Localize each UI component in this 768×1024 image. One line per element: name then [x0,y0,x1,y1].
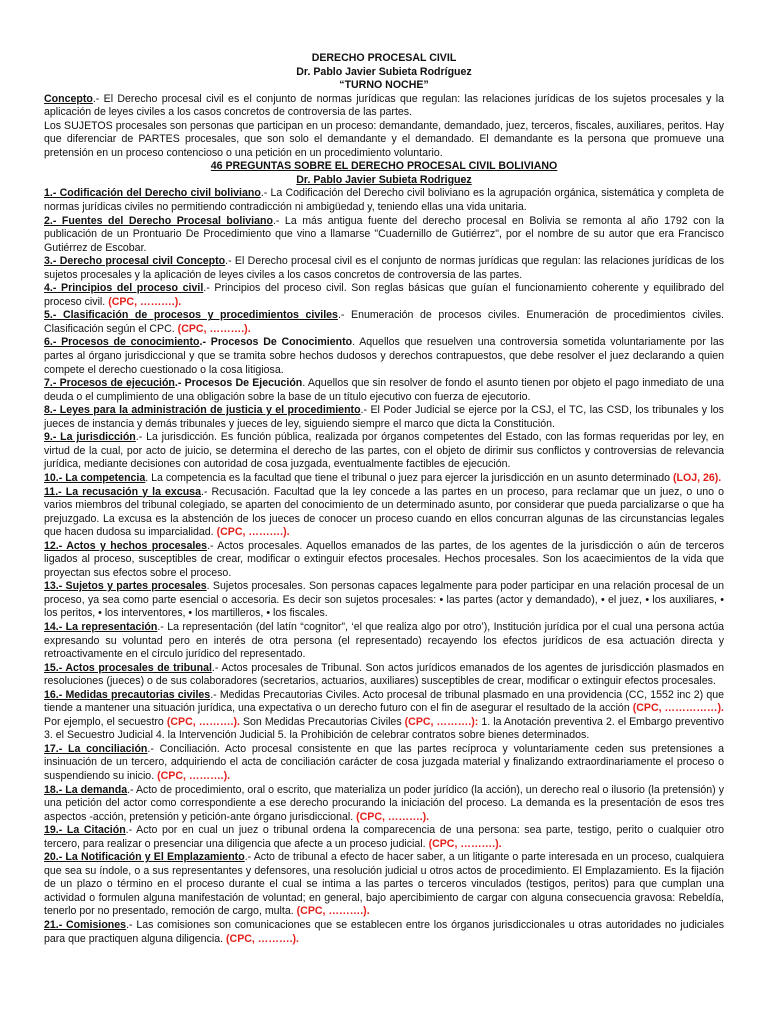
question-item [44,919,724,946]
code-reference: (CPC, ……….): [404,715,479,728]
question-term: 9.- La jurisdicción [44,431,136,444]
document-author: Dr. Pablo Javier Subieta Rodríguez [296,65,472,78]
concept-text: .- El Derecho procesal civil es el conjunto de normas jurídicas que regulan: las relaciones jurídicas de los sujetos procesales y la aplicación de leyes civiles a los casos concretos de controversia de las partes. [44,92,724,119]
concept-paragraph [44,93,724,120]
question-term: 11.- La recusación y la excusa [44,485,201,498]
question-term: 6.- Procesos de conocimiento [44,336,200,349]
code-reference: (CPC, ……….). [157,769,231,782]
question-text: .- La jurisdicción. Es función pública, realizada por órganos competentes del Estado, con las formas requeridas por ley, en virtud de la cual, por acto de juicio, se determina el derecho de las partes, con el objeto de dirimir sus conflictos y controversias de relevancia jurídica, mediante decisiones con autoridad de cosa juzgada, eventualmente factibles de ejecución. [44,431,725,471]
question-text: .- La más antigua fuente del derecho procesal en Bolivia se remonta al año 1792 con la publicación de un Prontuario De Procedimiento que vino a llamarse "Cuadernillo de Gutiérrez", por el nombre de su autor que era Francisco Gutiérrez de Escobar. [44,214,725,254]
question-item [44,621,724,662]
code-reference: (CPC, ……….). [296,905,370,918]
question-item [44,486,724,540]
question-term: 17.- La conciliación [44,742,148,755]
question-item [44,309,724,336]
question-text: .- Medidas Precautorias Civiles. Acto procesal de tribunal plasmado en una providencia (CC, 1552 inc 2) que tiende a mantener una situación jurídica, una expectativa o un derecho futuro con el fin de asegurar el resultado de la acción [44,688,724,715]
subjects-paragraph: Los SUJETOS procesales son personas que participan en un proceso: demandante, demandado, juez, terceros, fiscales, auxiliares, peritos. Hay que diferenciar de PARTES procesales, que son solo el demandante y el demandado. El demandante es la persona que promueve una pretensión en un proceso contencioso o una petición en un procedimiento voluntario. [44,119,724,159]
question-item [44,472,724,486]
question-item [44,404,724,431]
section-title: 46 PREGUNTAS SOBRE EL DERECHO PROCESAL CIVIL BOLIVIANO [210,160,558,173]
question-item [44,336,724,377]
question-text: . Aquellos que sin resolver de fondo el asunto tienen por objeto el pago inmediato de una deuda o el cumplimiento de una obligación sobre la base de un título ejecutivo con fuerza de ejecutorio. [44,377,725,403]
question-term: 19.- La Citación [44,824,126,837]
question-term: 20.- La Notificación y El Emplazamiento [44,851,245,864]
question-term: 21.- Comisiones [44,919,127,931]
question-text: 1. la Anotación preventiva 2. el Embargo preventivo 3. el Secuestro Judicial 4. la Intervención Judicial 5. la Prohibición de celebrar contratos sobre bienes determinados. [44,715,725,742]
question-term: 8.- Leyes para la administración de justicia y el procedimiento [44,404,361,417]
question-item [44,662,724,689]
code-reference: (CPC, ……………). [632,702,724,715]
question-item [44,689,724,743]
code-reference: (CPC, ……….). [166,715,240,728]
question-item [44,580,724,621]
document-shift: “TURNO NOCHE” [339,79,429,92]
question-item [44,282,724,309]
question-bold-term: .- Procesos De Conocimiento [199,336,353,349]
question-item [44,215,724,256]
question-term: 4.- Principios del proceso civil [44,282,204,295]
question-term: 13.- Sujetos y partes procesales [44,580,207,593]
question-term: 14.- La representación [44,620,158,633]
question-text: Son Medidas Precautorias Civiles [239,715,405,728]
question-item [44,187,724,214]
question-term: 7.- Procesos de ejecución [44,377,175,390]
question-item [44,784,724,825]
question-item [44,824,724,851]
question-text: .- Conciliación. Acto procesal consistente en que las partes recíproca y voluntariamente ceden sus pretensiones a insinuación de un tercero, adquiriendo el acta de conciliación carácter de cosa juzgada material y finalizando extraordinariamente el proceso o suspendiendo su inicio. [44,742,725,782]
document-title: DERECHO PROCESAL CIVIL [311,52,457,64]
question-text: .- La representación (del latín “cognitor”, ‘el que realiza algo por otro’), Institución jurídica por el cual una persona actúa expresando su voluntad pero en interés de otra persona (el representado) recayendo los efectos jurídicos de esa actuación directa y retroactivamente en el círculo jurídico del representado. [44,620,724,661]
code-reference: (CPC, ……….). [356,810,430,823]
question-text: . Sujetos procesales. Son personas capaces legalmente para poder participar en una relación procesal de un proceso, ya sea como parte esencial o accesoria. Es decir son sujetos procesales: • las partes (actor y demandado), • el juez, • los auxiliares, • los peritos, • los interventores, • los martilleros, • los fiscales. [44,580,724,620]
question-term: 3.- Derecho procesal civil Concepto [44,255,226,268]
question-term: 15.- Actos procesales de tribunal [44,661,212,674]
question-text: . Aquellos que resuelven una controversia sometida voluntariamente por las partes al órgano jurisdiccional y que se tramita sobre hechos dudosos y derechos contrapuestos, que debe resolver el juez declarando a quien compete el derecho cuestionado o la cosa litigiosa. [44,336,725,376]
question-text: .- Principios del proceso civil. Son reglas básicas que guían el funcionamiento coherente y equilibrado del proceso civil. [44,282,724,308]
question-item [44,255,724,282]
question-text: .- Acto por en cual un juez o tribunal ordena la comparecencia de una persona: sea parte, testigo, perito o cualquier otro tercero, para realizar o presenciar una diligencia que afecte a un proceso judicial. [44,824,725,850]
question-item [44,851,724,919]
question-text: .- Acto de tribunal a efecto de hacer saber, a un litigante o parte interesada en un proceso, cualquiera que sea su índole, o a sus representantes y defensores, una resolución judicial u otros actos de procedimiento. El Emplazamiento. Es la fijación de un plazo o término en el proceso durante el cual se intima a las partes o terceros vinculados (testigos, peritos) para que cumplan una actividad o formulen alguna manifestación de voluntad; en general, bajo apercibimiento de cargar con alguna consecuencia gravosa: Rebeldía, tenerlo por no presentado, remoción de cargo, multa. [44,851,724,918]
question-item [44,540,724,581]
question-text: .- Acto de procedimiento, oral o escrito, que materializa un poder jurídico (la acción), un derecho real o ilusorio (la pretensión) y una petición del actor como correspondiente a ese derecho procurando la iniciación del proceso. La demanda es la presentación de esos tres aspectos -acción, pretensión y petición-ante órgano jurisdiccional. [44,783,724,823]
question-term: 18.- La demanda [44,783,128,796]
code-reference: (CPC, ……….). [428,837,502,850]
code-reference: (CPC, ……….). [108,295,182,308]
question-term: 16.- Medidas precautorias civiles [44,688,211,701]
question-text: .- Enumeración de procesos civiles. Enumeración de procedimientos civiles. Clasificación según el CPC. [44,309,724,335]
question-term: 10.- La competencia [44,471,146,484]
question-term: 12.- Actos y hechos procesales [44,539,208,552]
question-item [44,743,724,784]
code-reference: (CPC, ……….). [177,322,251,335]
question-text: .- El Derecho procesal civil es el conjunto de normas jurídicas que regulan: las relaciones jurídicas de los sujetos procesales y la aplicación de leyes civiles a los casos concretos de controversia de las partes. [44,255,724,281]
question-text: Por ejemplo, el secuestro [44,715,167,728]
question-text: .- Las comisiones son comunicaciones que se establecen entre los órganos jurisdiccionales u otras autoridades no judiciales para que practiquen alguna diligencia. [44,919,724,945]
question-item [44,431,724,472]
question-text: .- Actos procesales de Tribunal. Son actos jurídicos emanados de los agentes de jurisdicción plasmados en resoluciones (jueces) o de sus colaboradores (secretarios, actuarios, auxiliares) susceptibles de crear, modificar o extinguir efectos procesales. [44,661,724,688]
question-term: 5.- Clasificación de procesos y procedimientos civiles [44,309,338,322]
code-reference: (LOJ, 26). [672,471,722,484]
question-term: 1.- Codificación del Derecho civil boliviano [44,187,261,200]
question-text: .- La Codificación del Derecho civil boliviano es la agrupación orgánica, sistemática y completa de normas jurídicas civiles no permitiendo contradicción ni ambigüedad y, teniendo ellas una vida unitaria. [44,187,724,214]
question-item [44,377,724,404]
question-text: .- Actos procesales. Aquellos emanados de las partes, de los agentes de la jurisdicción o aún de terceros ligados al proceso, susceptibles de crear, modificar o extinguir efectos procesales. Hechos procesales. Son los acaecimientos de la vida que proyectan sus efectos sobre el proceso. [44,539,724,579]
question-text: .- Recusación. Facultad que la ley concede a las partes en un proceso, para reclamar que un juez, o uno o varios miembros del tribunal colegiado, se aparten del conocimiento de un determinado asunto, por considerar que pueda parcializarse o que ha prejuzgado. La excusa es la abstención de los jueces de conocer un proceso cuando en ellos concurran algunas de las circunstancias legales que hacen dudosa su imparcialidad. [44,485,725,539]
code-reference: (CPC, ……….). [216,526,290,539]
question-text: .- El Poder Judicial se ejerce por la CSJ, el TC, las CSD, los tribunales y los jueces de instancia y demás tribunales y jueces de ley, siguiendo siempre el marco que dicta la Constitución. [44,404,724,430]
question-bold-term: .- Procesos De Ejecución [174,377,303,390]
code-reference: (CPC, ……….). [226,932,299,945]
section-author: Dr. Pablo Javier Subieta Rodriguez [296,173,472,186]
question-term: 2.- Fuentes del Derecho Procesal boliviano [44,214,273,227]
concept-term: Concepto [44,92,93,105]
question-text: . La competencia es la facultad que tiene el tribunal o juez para ejercer la jurisdicción en un asunto determinado [145,471,670,484]
